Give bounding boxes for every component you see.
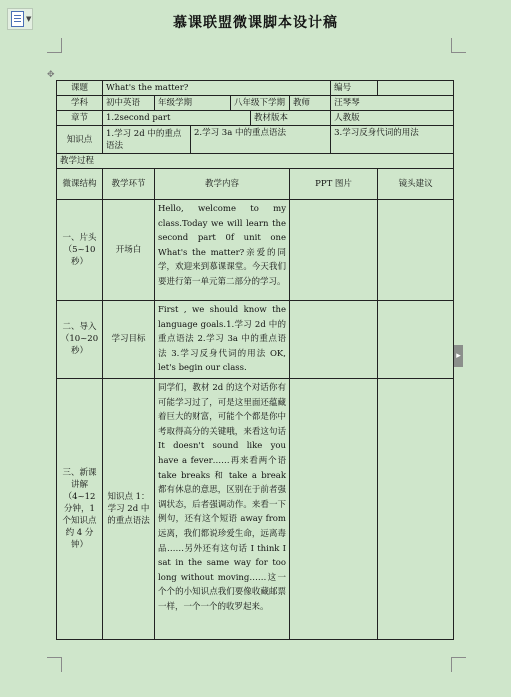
- topic-label: 课题: [57, 81, 103, 96]
- header-step: 教学环节: [103, 169, 155, 200]
- grade-value[interactable]: 八年级下学期: [231, 96, 290, 111]
- margin-corner-bottom-right: [451, 657, 466, 672]
- row-content[interactable]: First , we should know the language goals.1.学习 2d 中的重点语法 2.学习 3a 中的重点语法 3.学习反身代词的用法 OK, let's begin our class.: [155, 301, 290, 379]
- header-structure: 微课结构: [57, 169, 103, 200]
- row-content[interactable]: 同学们，教材 2d 的这个对话你有可能学习过了，可是这里面还蕴藏着巨大的财富，可能个个都是你中考取得高分的关键哦，来看这句话 It doesn't sound like you have a fever……再来看两个语 take breaks 和 take a break 都有休息的意思，区别在于前者强调状态，后者强调动作。来看一下例句，还有这个短语 away from 远离，我们都说珍爱生命，远离毒品……另外还有这句话 I think I sat in the same way for too long without moving……这一个个的小知识点我们要像收藏邮票一样，一个一个的收罗起来。: [155, 378, 290, 639]
- row-shot[interactable]: [378, 301, 454, 379]
- margin-corner-bottom-left: [47, 657, 62, 672]
- document-title: 慕课联盟微课脚本设计稿: [173, 15, 338, 31]
- table-move-handle-icon[interactable]: ✥: [47, 70, 55, 80]
- row-ppt[interactable]: [290, 301, 378, 379]
- chapter-value[interactable]: 1.2second part: [103, 111, 251, 126]
- edition-label: 教材版本: [251, 111, 331, 126]
- table-row: [57, 200, 454, 301]
- subject-label: 学科: [57, 96, 103, 111]
- teacher-value[interactable]: 汪琴琴: [331, 96, 454, 111]
- chevron-down-icon: ▼: [26, 15, 32, 23]
- row-step[interactable]: 开场白: [103, 200, 155, 301]
- lesson-script-table: [56, 80, 454, 640]
- number-label: 编号: [331, 81, 378, 96]
- row-step[interactable]: 学习目标: [103, 301, 155, 379]
- row-shot[interactable]: [378, 378, 454, 639]
- row-ppt[interactable]: [290, 378, 378, 639]
- row-content[interactable]: Hello, welcome to my class.Today we will learn the second part 0f unit one What's the matter?亲爱的同学，欢迎来到慕课课堂。今天我们要进行第一单元第二部分的学习。: [155, 200, 290, 301]
- header-content: 教学内容: [155, 169, 290, 200]
- topic-value[interactable]: What's the matter?: [103, 81, 331, 96]
- knowledge-point-1[interactable]: 1.学习 2d 中的重点语法: [103, 126, 191, 154]
- header-ppt: PPT 图片: [290, 169, 378, 200]
- margin-corner-top-left: [47, 38, 62, 53]
- expand-panel-icon[interactable]: ▸: [454, 345, 463, 367]
- process-label: 教学过程: [57, 154, 454, 169]
- row-structure[interactable]: 二、导入（10~20 秒）: [57, 301, 103, 379]
- number-value[interactable]: [378, 81, 454, 96]
- knowledge-point-3[interactable]: 3.学习反身代词的用法: [331, 126, 454, 154]
- table-row: [57, 301, 454, 379]
- table-row: [57, 378, 454, 639]
- knowledge-label: 知识点: [57, 126, 103, 154]
- subject-value[interactable]: 初中英语: [103, 96, 155, 111]
- header-shot: 镜头建议: [378, 169, 454, 200]
- teacher-label: 教师: [290, 96, 331, 111]
- row-structure[interactable]: 一、片头（5~10 秒）: [57, 200, 103, 301]
- row-shot[interactable]: [378, 200, 454, 301]
- row-step[interactable]: 知识点 1：学习 2d 中的重点语法: [103, 378, 155, 639]
- row-ppt[interactable]: [290, 200, 378, 301]
- margin-corner-top-right: [451, 38, 466, 53]
- edition-value[interactable]: 人教版: [331, 111, 454, 126]
- knowledge-point-2[interactable]: 2.学习 3a 中的重点语法: [191, 126, 331, 154]
- chapter-label: 章节: [57, 111, 103, 126]
- row-structure[interactable]: 三、新课讲解（4~12 分钟，1 个知识点约 4 分钟）: [57, 378, 103, 639]
- grade-label: 年级学期: [155, 96, 231, 111]
